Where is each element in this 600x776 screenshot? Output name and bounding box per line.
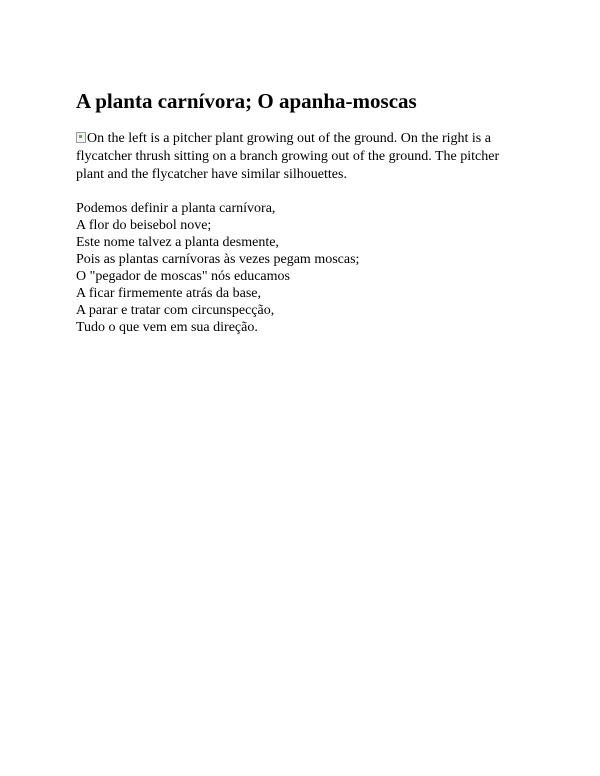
poem — [76, 200, 536, 336]
poem-line: Pois as plantas carnívoras às vezes pegam moscas; — [76, 252, 360, 267]
poem-line: A flor do beisebol nove; — [76, 218, 212, 233]
poem-line: A ficar firmemente atrás da base, — [76, 286, 262, 301]
poem-line: A parar e tratar com circunspecção, — [76, 303, 275, 318]
broken-image-icon — [76, 132, 86, 143]
image-alt-label: On the left is a pitcher plant growing out of the ground. On the right is a flycatcher thrush sitting on a branch growing out of the ground. The pitcher plant and the flycatcher have similar silhouettes. — [76, 131, 500, 182]
poem-line: Tudo o que vem em sua direção. — [76, 320, 258, 335]
poem-line: O "pegador de moscas" nós educamos — [76, 269, 290, 284]
image-alt-text — [76, 130, 526, 184]
poem-line: Podemos definir a planta carnívora, — [76, 201, 276, 216]
poem-line: Este nome talvez a planta desmente, — [76, 235, 279, 250]
page-title: A planta carnívora; O apanha-moscas — [76, 89, 417, 113]
document-page — [76, 88, 536, 336]
